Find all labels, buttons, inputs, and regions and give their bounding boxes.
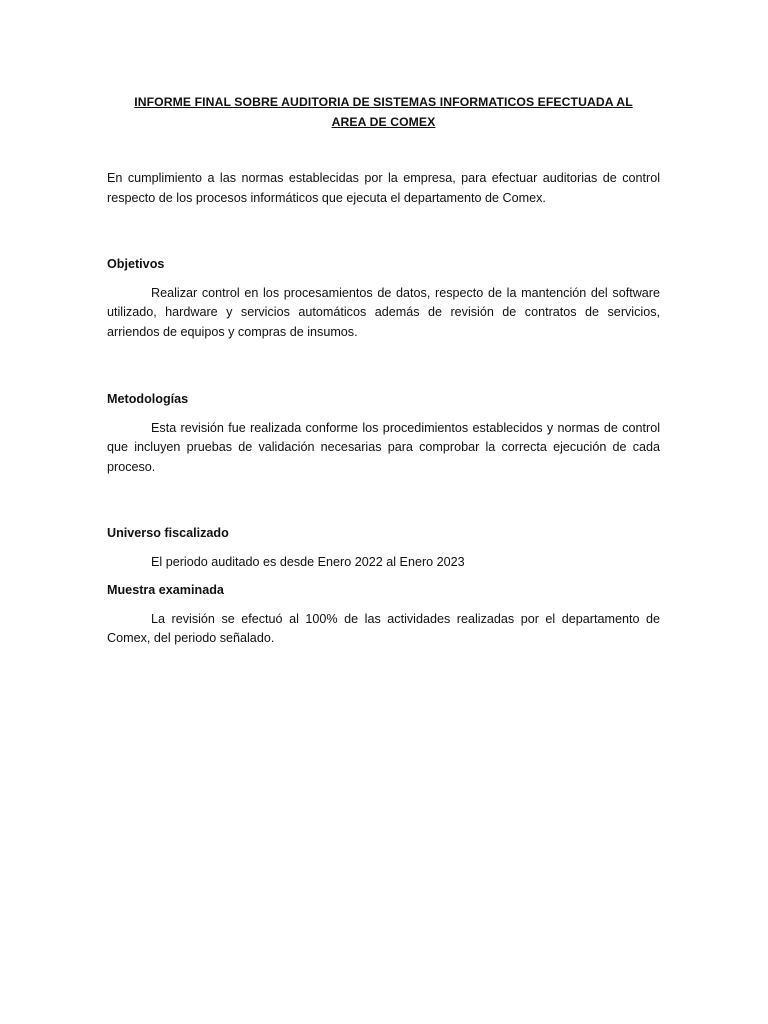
- section-heading-muestra: Muestra examinada: [107, 583, 224, 597]
- section-heading-objetivos: Objetivos: [107, 257, 165, 271]
- document-title: INFORME FINAL SOBRE AUDITORIA DE SISTEMAS INFORMATICOS EFECTUADA AL AREA DE COMEX: [134, 95, 633, 129]
- section-text-universo: El periodo auditado es desde Enero 2022 al Enero 2023: [151, 554, 465, 569]
- section-heading-universo: Universo fiscalizado: [107, 526, 229, 540]
- section-text-objetivos: Realizar control en los procesamientos de datos, respecto de la mantención del software utilizado, hardware y servicios automáticos además de revisión de contratos de servicios, arriendos de equipos y compras de insumos.: [107, 285, 660, 339]
- section-text-metodologias: Esta revisión fue realizada conforme los procedimientos establecidos y normas de control que incluyen pruebas de validación necesarias para comprobar la correcta ejecución de cada proceso.: [107, 420, 660, 474]
- intro-paragraph: En cumplimiento a las normas establecidas por la empresa, para efectuar auditorias de control respecto de los procesos informáticos que ejecuta el departamento de Comex.: [107, 171, 660, 205]
- document-page: [107, 92, 660, 649]
- section-text-muestra: La revisión se efectuó al 100% de las actividades realizadas por el departamento de Comex, del periodo señalado.: [107, 611, 660, 645]
- section-heading-metodologias: Metodologías: [107, 392, 189, 406]
